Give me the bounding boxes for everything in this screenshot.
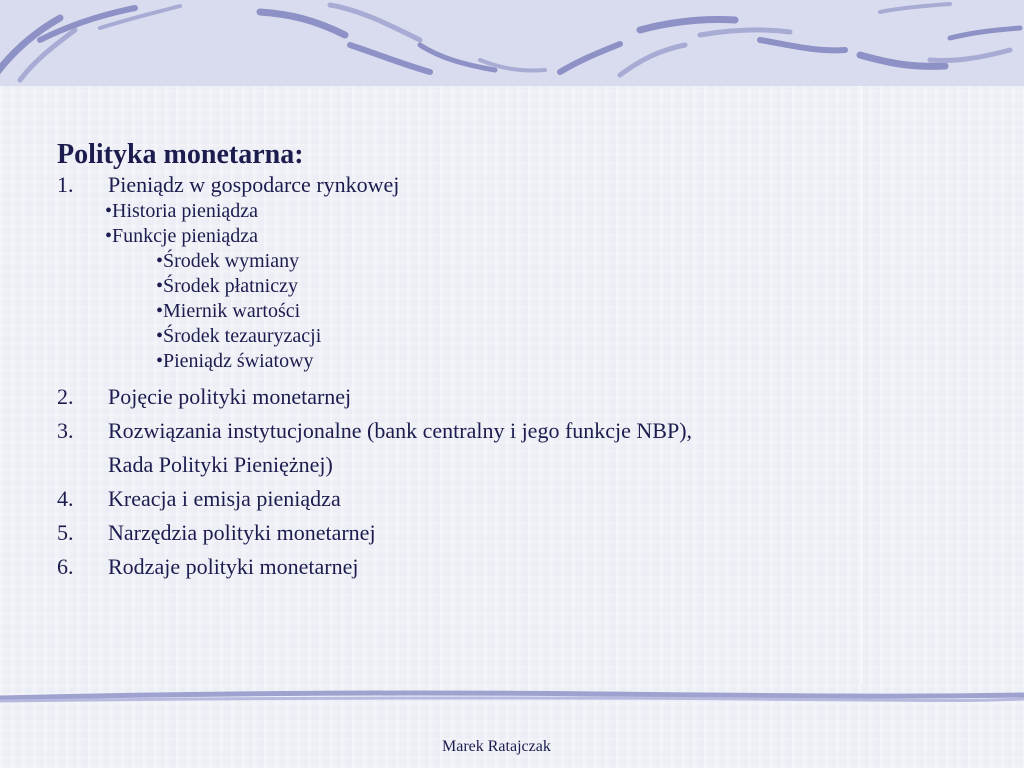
list-text: Narzędzia polityki monetarnej	[108, 520, 376, 545]
sub-sub-bullet: •Środek tezauryzacji	[156, 325, 322, 347]
list-number: 3.	[57, 418, 74, 443]
list-number: 2.	[57, 384, 74, 409]
sub-sub-bullet: •Środek płatniczy	[156, 275, 298, 297]
list-item-6	[57, 550, 867, 584]
slide-content	[57, 139, 867, 584]
list-text: Rozwiązania instytucjonalne (bank centralny i jego funkcje NBP),	[108, 418, 693, 443]
list-item-3	[57, 414, 867, 448]
footer-author: Marek Ratajczak	[442, 738, 551, 755]
list-item-4	[57, 482, 867, 516]
sub-sub-bullet: •Pieniądz światowy	[156, 350, 314, 372]
decorative-banner	[0, 0, 1024, 86]
sub-bullet: •Historia pieniądza	[105, 200, 259, 222]
list-number: 5.	[57, 520, 74, 545]
list-item-1	[57, 171, 867, 199]
list-item-3-continuation: Rada Polityki Pieniężnej)	[108, 452, 333, 477]
slide-title: Polityka monetarna:	[57, 139, 304, 170]
sub-sub-bullet: •Miernik wartości	[156, 300, 301, 322]
bottom-stroke	[0, 686, 1024, 706]
list-item-2	[57, 380, 867, 414]
list-number: 4.	[57, 486, 74, 511]
list-text: Pieniądz w gospodarce rynkowej	[108, 172, 400, 197]
list-text: Kreacja i emisja pieniądza	[108, 486, 341, 511]
list-number: 6.	[57, 554, 74, 579]
list-text: Rodzaje polityki monetarnej	[108, 554, 359, 579]
sub-sub-bullet: •Środek wymiany	[156, 250, 300, 272]
list-text: Pojęcie polityki monetarnej	[108, 384, 352, 409]
list-item-5	[57, 516, 867, 550]
sub-bullet: •Funkcje pieniądza	[105, 225, 259, 247]
list-number: 1.	[57, 172, 74, 197]
